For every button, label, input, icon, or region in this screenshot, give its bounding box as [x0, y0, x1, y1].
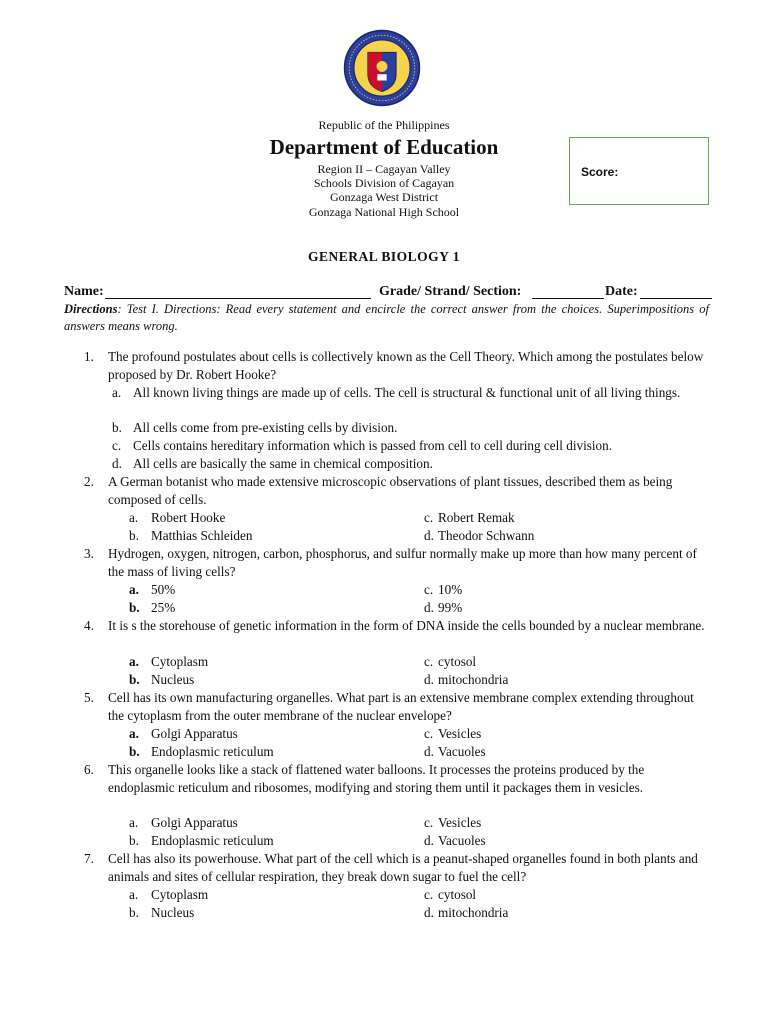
option-label: b. [129, 600, 140, 615]
name-label: Name: [64, 284, 104, 299]
question-number: 4. [84, 618, 94, 633]
question-number: 1. [84, 349, 94, 364]
subject-title: GENERAL BIOLOGY 1 [307, 249, 461, 264]
option-text: 25% [151, 600, 176, 615]
question-number: 6. [84, 762, 94, 777]
question-number: 3. [84, 546, 94, 561]
option-text: 99% [438, 600, 463, 615]
question-7 [84, 850, 714, 886]
name-field[interactable] [105, 298, 371, 299]
republic-text: Republic of the Philippines [318, 118, 450, 132]
option-text: Vacuoles [438, 833, 486, 848]
option-label: b. [129, 744, 140, 759]
option-text: Theodor Schwann [438, 528, 535, 543]
option-label: a. [129, 582, 139, 597]
option-label: b. [112, 420, 122, 435]
option-text: Cytoplasm [151, 654, 209, 669]
option-text: All cells come from pre-existing cells by division. [133, 420, 398, 435]
option-label: c. [424, 887, 434, 902]
region-text: Region II – Cagayan Valley [317, 162, 451, 176]
option-text: Robert Hooke [151, 510, 226, 525]
option-label: a. [129, 887, 139, 902]
option-text: Golgi Apparatus [151, 815, 238, 830]
question-5 [84, 689, 714, 725]
question-2 [84, 473, 714, 509]
option-label: d. [424, 833, 434, 848]
question-3 [84, 545, 714, 581]
directions-text: : Test I. Directions: Read every statement and encircle the correct answer from the choices. Superimpositions of answers means wrong. [64, 302, 709, 333]
option-label: a. [129, 726, 139, 741]
option-label: d. [424, 528, 434, 543]
option-1a[interactable] [112, 384, 712, 419]
question-number: 7. [84, 851, 94, 866]
grade-strand-section-label: Grade/ Strand/ Section: [379, 284, 522, 299]
question-text: This organelle looks like a stack of flattened water balloons. It processes the proteins produced by the endoplasmic reticulum and ribosomes, modifying and storing them until it packages them in vesicles. [108, 762, 645, 795]
option-label: b. [129, 672, 140, 687]
question-1 [84, 348, 714, 384]
option-label: a. [129, 654, 139, 669]
option-label: d. [112, 456, 122, 471]
option-text: Cytoplasm [151, 887, 209, 902]
option-label: c. [424, 654, 434, 669]
question-6 [84, 761, 714, 815]
department-title: Department of Education [269, 135, 499, 159]
question-text: Hydrogen, oxygen, nitrogen, carbon, phosphorus, and sulfur normally make up more than how many percent of the mass of living cells? [108, 546, 697, 579]
question-text: Cell has its own manufacturing organelles. What part is an extensive membrane complex extending throughout the cytoplasm from the outer membrane of the nuclear envelope? [108, 690, 694, 723]
option-label: b. [129, 905, 139, 920]
option-label: d. [424, 744, 434, 759]
option-label: c. [424, 726, 434, 741]
school-text: Gonzaga National High School [308, 205, 460, 219]
option-text: Robert Remak [438, 510, 515, 525]
district-text: Gonzaga West District [329, 190, 439, 204]
option-text: Nucleus [151, 672, 195, 687]
option-label: a. [112, 385, 122, 400]
deped-seal-icon [343, 29, 421, 107]
directions-label: Directions [64, 302, 118, 316]
score-label: Score: [581, 165, 619, 179]
option-text: Endoplasmic reticulum [151, 744, 274, 759]
option-text: All known living things are made up of cells. The cell is structural & functional unit of all living things. [133, 385, 681, 400]
option-text: 10% [438, 582, 463, 597]
question-text: The profound postulates about cells is collectively known as the Cell Theory. Which among the postulates below proposed by Dr. Robert Hooke? [108, 349, 704, 382]
option-text: cytosol [438, 654, 477, 669]
division-text: Schools Division of Cagayan [313, 176, 455, 190]
option-label: d. [424, 672, 434, 687]
option-label: a. [129, 815, 139, 830]
option-label: a. [129, 510, 139, 525]
score-box[interactable] [569, 137, 709, 205]
date-label: Date: [605, 284, 638, 299]
option-label: b. [129, 528, 139, 543]
option-text: Cells contains hereditary information which is passed from cell to cell during cell division. [133, 438, 613, 453]
option-text: Nucleus [151, 905, 195, 920]
option-text: Endoplasmic reticulum [151, 833, 274, 848]
question-text: It is s the storehouse of genetic information in the form of DNA inside the cells bounded by a nuclear membrane. [108, 618, 705, 633]
option-text: cytosol [438, 887, 477, 902]
option-text: mitochondria [438, 672, 509, 687]
option-label: b. [129, 833, 139, 848]
option-label: c. [112, 438, 122, 453]
option-text: Golgi Apparatus [151, 726, 238, 741]
grade-strand-section-field[interactable] [532, 298, 604, 299]
question-number: 2. [84, 474, 94, 489]
question-number: 5. [84, 690, 94, 705]
option-text: mitochondria [438, 905, 509, 920]
option-text: Matthias Schleiden [151, 528, 253, 543]
option-text: Vesicles [438, 815, 482, 830]
student-info-line [64, 284, 712, 302]
directions [64, 301, 709, 335]
option-text: Vacuoles [438, 744, 486, 759]
option-text: 50% [151, 582, 176, 597]
option-text: All cells are basically the same in chemical composition. [133, 456, 433, 471]
option-label: d. [424, 905, 434, 920]
option-label: c. [424, 582, 434, 597]
option-text: Vesicles [438, 726, 482, 741]
option-label: c. [424, 815, 434, 830]
question-4 [84, 617, 714, 653]
date-field[interactable] [640, 298, 712, 299]
question-text: Cell has also its powerhouse. What part of the cell which is a peanut-shaped organelles found in both plants and animals and sites of cellular respiration, they break down sugar to fuel the cell? [108, 851, 698, 884]
option-label: c. [424, 510, 434, 525]
option-label: d. [424, 600, 434, 615]
question-text: A German botanist who made extensive microscopic observations of plant tissues, described them as being composed of cells. [108, 474, 673, 507]
